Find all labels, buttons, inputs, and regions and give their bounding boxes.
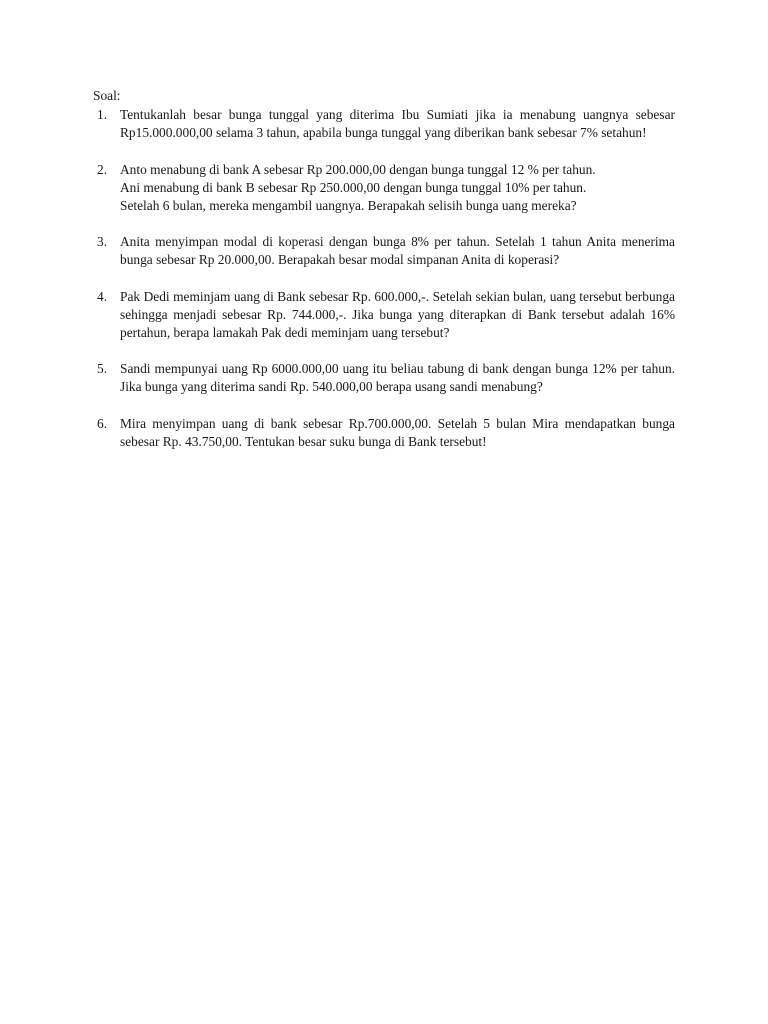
question-text: Anita menyimpan modal di koperasi dengan bunga 8% per tahun. Setelah 1 tahun Anita menerima bunga sebesar Rp 20.000,00. Berapakah besar modal simpanan Anita di koperasi? <box>120 234 675 268</box>
document-heading: Soal: <box>93 88 121 103</box>
question-list <box>93 106 675 451</box>
question-number: 5. <box>97 361 108 377</box>
question-item-4 <box>93 288 675 343</box>
question-item-5 <box>93 360 675 396</box>
question-item-1 <box>93 106 675 142</box>
question-text: Sandi mempunyai uang Rp 6000.000,00 uang itu beliau tabung di bank dengan bunga 12% per tahun. Jika bunga yang diterima sandi Rp. 540.000,00 berapa usang sandi menabung? <box>120 361 675 395</box>
question-item-3 <box>93 233 675 269</box>
question-number: 6. <box>97 415 108 431</box>
question-text: Tentukanlah besar bunga tunggal yang diterima Ibu Sumiati jika ia menabung uangnya sebesar Rp15.000.000,00 selama 3 tahun, apabila bunga tunggal yang diberikan bank sebesar 7% setahun! <box>120 107 675 141</box>
question-text: Anto menabung di bank A sebesar Rp 200.000,00 dengan bunga tunggal 12 % per tahun. Ani menabung di bank B sebesar Rp 250.000,00 dengan bunga tunggal 10% per tahun. Setelah 6 bulan, mereka mengambil uangnya. Berapakah selisih bunga uang mereka? <box>120 161 596 214</box>
question-number: 2. <box>97 161 108 177</box>
question-item-2 <box>93 161 675 216</box>
question-text: Mira menyimpan uang di bank sebesar Rp.700.000,00. Setelah 5 bulan Mira mendapatkan bunga sebesar Rp. 43.750,00. Tentukan besar suku bunga di Bank tersebut! <box>120 415 675 449</box>
question-text: Pak Dedi meminjam uang di Bank sebesar Rp. 600.000,-. Setelah sekian bulan, uang tersebut berbunga sehingga menjadi sebesar Rp. 744.000,-. Jika bunga yang diterapkan di Bank tersebut adalah 16% pertahun, berapa lamakah Pak dedi meminjam uang tersebut? <box>120 288 675 341</box>
document-content <box>93 87 675 469</box>
question-number: 4. <box>97 288 108 304</box>
question-item-6 <box>93 415 675 451</box>
question-number: 3. <box>97 234 108 250</box>
question-number: 1. <box>97 107 108 123</box>
